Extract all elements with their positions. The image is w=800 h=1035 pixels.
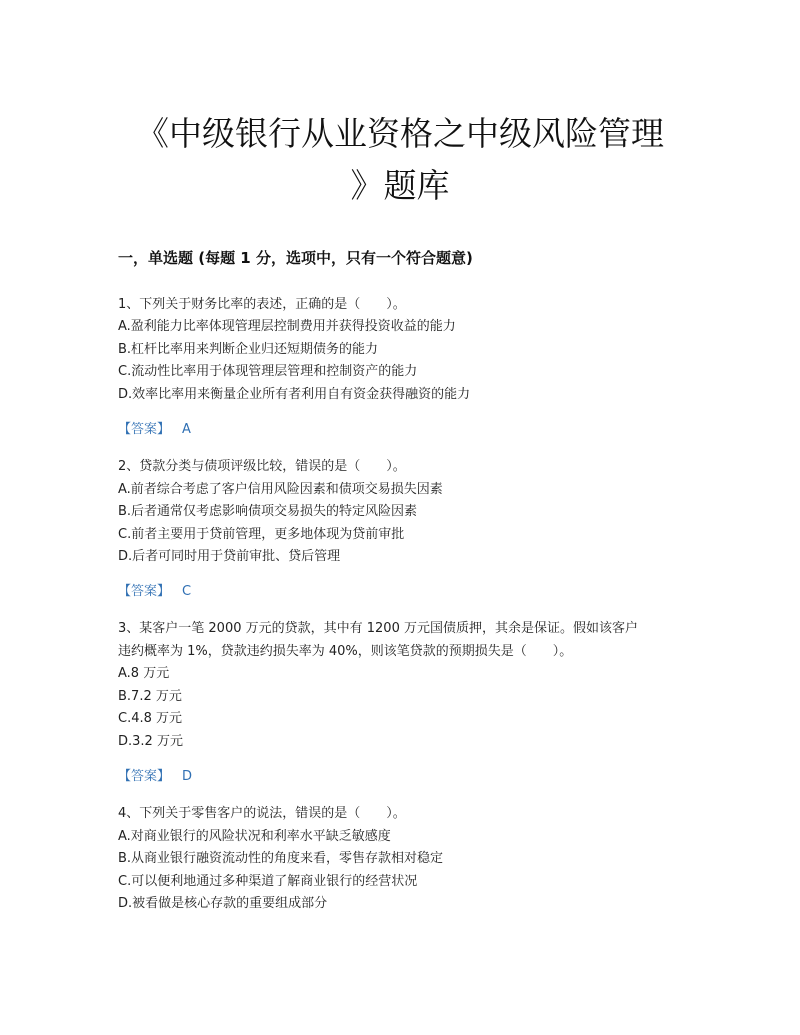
question-2-stem: 2、贷款分类与债项评级比较，错误的是（ ）。 — [118, 459, 406, 474]
question-4-option-d: D.被看做是核心存款的重要组成部分 — [118, 896, 328, 911]
question-3-answer — [118, 768, 192, 786]
question-1-option-b: B.杠杆比率用来判断企业归还短期债务的能力 — [118, 342, 379, 357]
question-4-option-a: A.对商业银行的风险状况和利率水平缺乏敏感度 — [118, 829, 391, 844]
question-3-stem-line-1: 3、某客户一笔 2000 万元的贷款，其中有 1200 万元国债质押，其余是保证。假如该客户 — [118, 621, 638, 636]
question-4-stem: 4、下列关于零售客户的说法，错误的是（ ）。 — [118, 806, 406, 821]
question-2-option-a: A.前者综合考虑了客户信用风险因素和债项交易损失因素 — [118, 482, 443, 497]
question-4-option-c: C.可以便利地通过多种渠道了解商业银行的经营状况 — [118, 874, 418, 889]
question-1-answer — [118, 421, 191, 439]
question-3-option-b: B.7.2 万元 — [118, 689, 182, 704]
question-2-option-c: C.前者主要用于贷前管理，更多地体现为贷前审批 — [118, 527, 405, 542]
answer-label: 【答案】 — [118, 584, 171, 599]
question-3-option-d: D.3.2 万元 — [118, 734, 183, 749]
answer-label: 【答案】 — [118, 422, 171, 437]
document-title — [100, 108, 700, 212]
title-line-2: 》题库 — [350, 166, 450, 205]
question-2-option-b: B.后者通常仅考虑影响债项交易损失的特定风险因素 — [118, 504, 418, 519]
section-heading: 一，单选题 (每题 1 分，选项中，只有一个符合题意) — [118, 249, 473, 267]
question-3-stem-line-2: 违约概率为 1%，贷款违约损失率为 40%，则该笔贷款的预期损失是（ ）。 — [118, 644, 573, 659]
question-2-answer — [118, 583, 191, 601]
question-1-option-d: D.效率比率用来衡量企业所有者利用自有资金获得融资的能力 — [118, 387, 471, 402]
answer-label: 【答案】 — [118, 769, 171, 784]
question-1-stem: 1、下列关于财务比率的表述，正确的是（ ）。 — [118, 297, 406, 312]
question-1-option-a: A.盈利能力比率体现管理层控制费用并获得投资收益的能力 — [118, 319, 456, 334]
question-4-option-b: B.从商业银行融资流动性的角度来看，零售存款相对稳定 — [118, 851, 444, 866]
question-3-option-a: A.8 万元 — [118, 666, 170, 681]
answer-value: D — [182, 769, 193, 784]
question-3-option-c: C.4.8 万元 — [118, 711, 183, 726]
question-1-option-c: C.流动性比率用于体现管理层管理和控制资产的能力 — [118, 364, 418, 379]
answer-value: A — [182, 422, 191, 437]
question-2-option-d: D.后者可同时用于贷前审批、贷后管理 — [118, 549, 341, 564]
answer-value: C — [182, 584, 192, 599]
title-line-1: 《中级银行从业资格之中级风险管理 — [136, 114, 664, 153]
